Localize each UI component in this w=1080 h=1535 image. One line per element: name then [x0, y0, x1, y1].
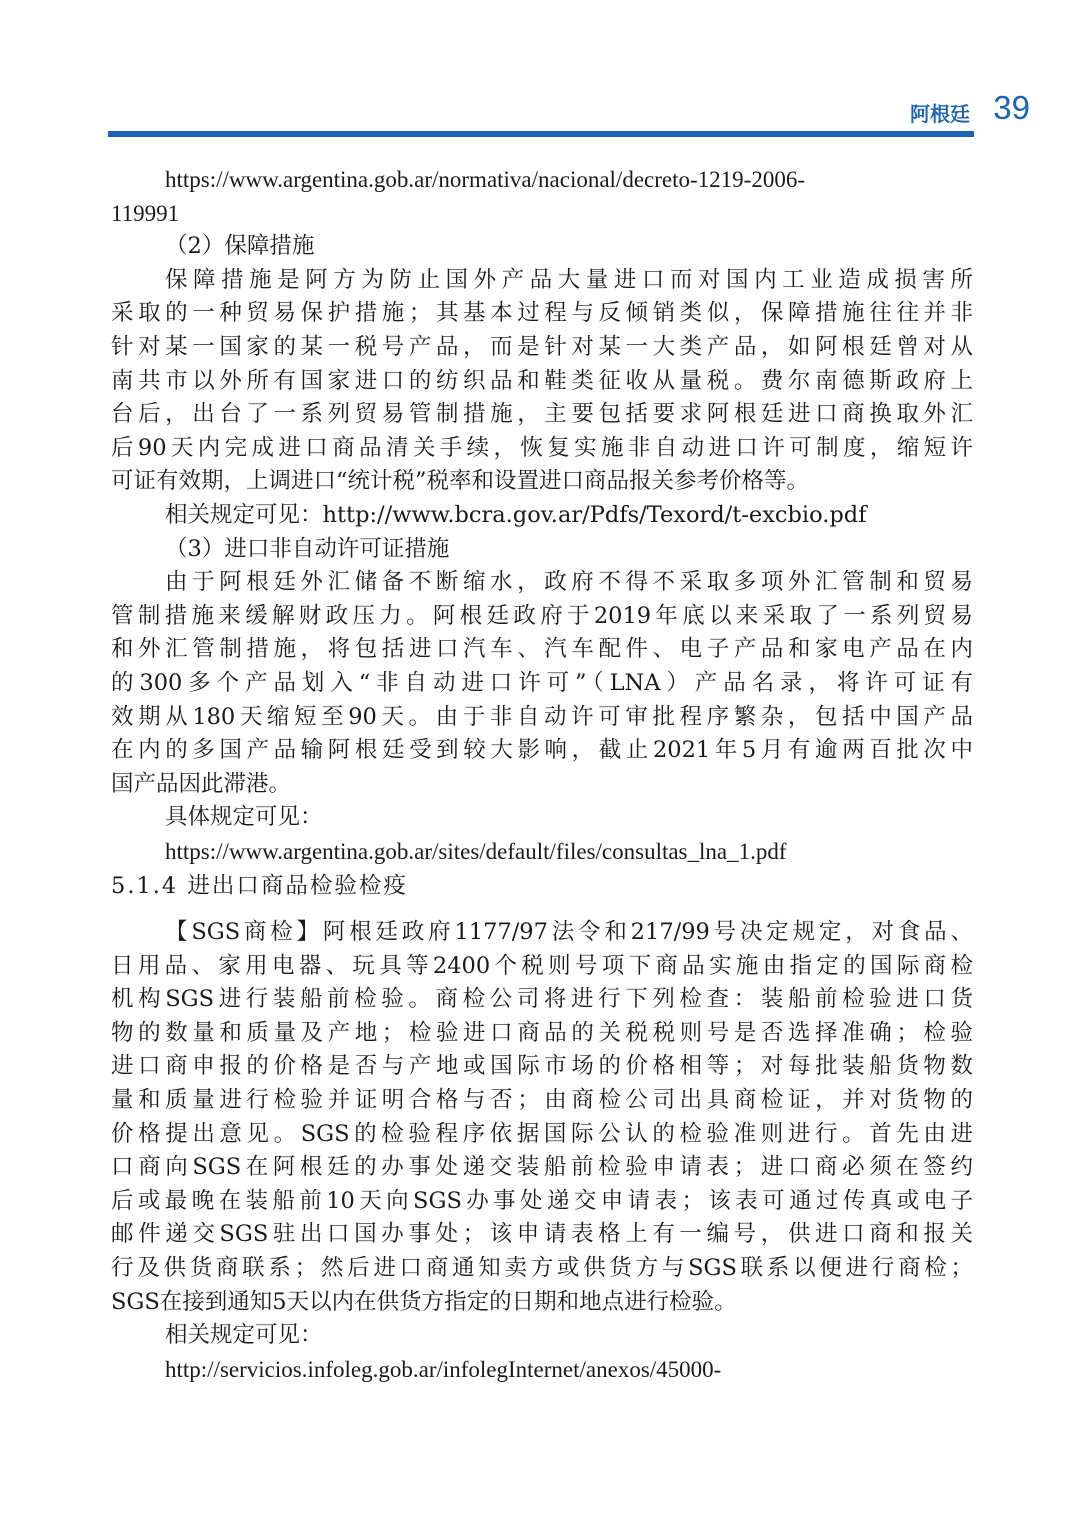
paragraph-line: 后或最晚在装船前10天向SGS办事处递交申请表；该表可通过传真或电子 — [111, 1187, 973, 1214]
paragraph-line: 保障措施是阿方为防止国外产品大量进口而对国内工业造成损害所 — [165, 266, 973, 293]
url-line: https://www.argentina.gob.ar/sites/default/files/consultas_lna_1.pdf — [165, 838, 787, 864]
reference-label: 相关规定可见： — [165, 1322, 323, 1349]
paragraph-line: 进口商申报的价格是否与产地或国际市场的价格相等；对每批装船货物数 — [111, 1053, 973, 1080]
paragraph-line: 的300多个产品划入“非自动进口许可”（LNA）产品名录，将许可证有 — [111, 669, 973, 696]
url-line: https://www.argentina.gob.ar/normativa/nacional/decreto-1219-2006- — [165, 167, 805, 192]
reference-label: 具体规定可见： — [165, 804, 323, 831]
page-header — [108, 86, 1030, 130]
paragraph-line: 量和质量进行检验并证明合格与否；由商检公司出具商检证，并对货物的 — [111, 1087, 973, 1114]
paragraph-line: 在内的多国产品输阿根廷受到较大影响，截止2021年5月有逾两百批次中 — [111, 737, 973, 764]
paragraph-line: 和外汇管制措施，将包括进口汽车、汽车配件、电子产品和家电产品在内 — [111, 636, 973, 663]
paragraph-line: 可证有效期，上调进口“统计税”税率和设置进口商品报关参考价格等。 — [111, 468, 810, 495]
page-number: 39 — [993, 89, 1030, 126]
paragraph-line: 物的数量和质量及产地；检验进口商品的关税税则号是否选择准确；检验 — [111, 1019, 973, 1046]
paragraph-line: 效期从180天缩短至90天。由于非自动许可审批程序繁杂，包括中国产品 — [111, 703, 973, 730]
paragraph-line: 【SGS商检】阿根廷政府1177/97法令和217/99号决定规定，对食品、 — [165, 919, 973, 946]
subheading: （2）保障措施 — [165, 233, 315, 260]
page-content — [111, 163, 973, 1386]
header-rule — [108, 131, 974, 137]
paragraph-line: 行及供货商联系；然后进口商通知卖方或供货方与SGS联系以便进行商检； — [111, 1255, 973, 1281]
url-line: 119991 — [111, 200, 180, 226]
paragraph-line: 台后，出台了一系列贸易管制措施，主要包括要求阿根廷进口商换取外汇 — [111, 401, 973, 428]
paragraph-line: 管制措施来缓解财政压力。阿根廷政府于2019年底以来采取了一系列贸易 — [111, 602, 973, 629]
paragraph-line: 口商向SGS在阿根廷的办事处递交装船前检验申请表；进口商必须在签约 — [111, 1154, 973, 1181]
paragraph-line: 价格提出意见。SGS的检验程序依据国际公认的检验准则进行。首先由进 — [111, 1120, 973, 1147]
paragraph-line: 机构SGS进行装船前检验。商检公司将进行下列检查：装船前检验进口货 — [111, 986, 973, 1013]
paragraph-line: 日用品、家用电器、玩具等2400个税则号项下商品实施由指定的国际商检 — [111, 952, 973, 979]
paragraph-line: 由于阿根廷外汇储备不断缩水，政府不得不采取多项外汇管制和贸易 — [165, 569, 973, 596]
reference-line: 相关规定可见：http://www.bcra.gov.ar/Pdfs/Texord/t-excbio.pdf — [165, 501, 867, 528]
header-country: 阿根廷 — [910, 102, 970, 126]
subheading: （3）进口非自动许可证措施 — [165, 535, 450, 562]
paragraph-line: 采取的一种贸易保护措施；其基本过程与反倾销类似，保障措施往往并非 — [111, 300, 973, 327]
paragraph-line: 后90天内完成进口商品清关手续，恢复实施非自动进口许可制度，缩短许 — [111, 434, 973, 461]
paragraph-line: 针对某一国家的某一税号产品，而是针对某一大类产品，如阿根廷曾对从 — [111, 333, 973, 360]
paragraph-line: SGS在接到通知5天以内在供货方指定的日期和地点进行检验。 — [111, 1288, 737, 1315]
url-line: http://servicios.infoleg.gob.ar/infolegInternet/anexos/45000- — [165, 1356, 722, 1382]
section-heading: 5.1.4 进出口商品检验检疫 — [111, 873, 408, 900]
paragraph-line: 邮件递交SGS驻出口国办事处；该申请表格上有一编号，供进口商和报关 — [111, 1221, 973, 1248]
paragraph-line: 南共市以外所有国家进口的纺织品和鞋类征收从量税。费尔南德斯政府上 — [111, 367, 973, 394]
paragraph-line: 国产品因此滞港。 — [111, 770, 292, 797]
